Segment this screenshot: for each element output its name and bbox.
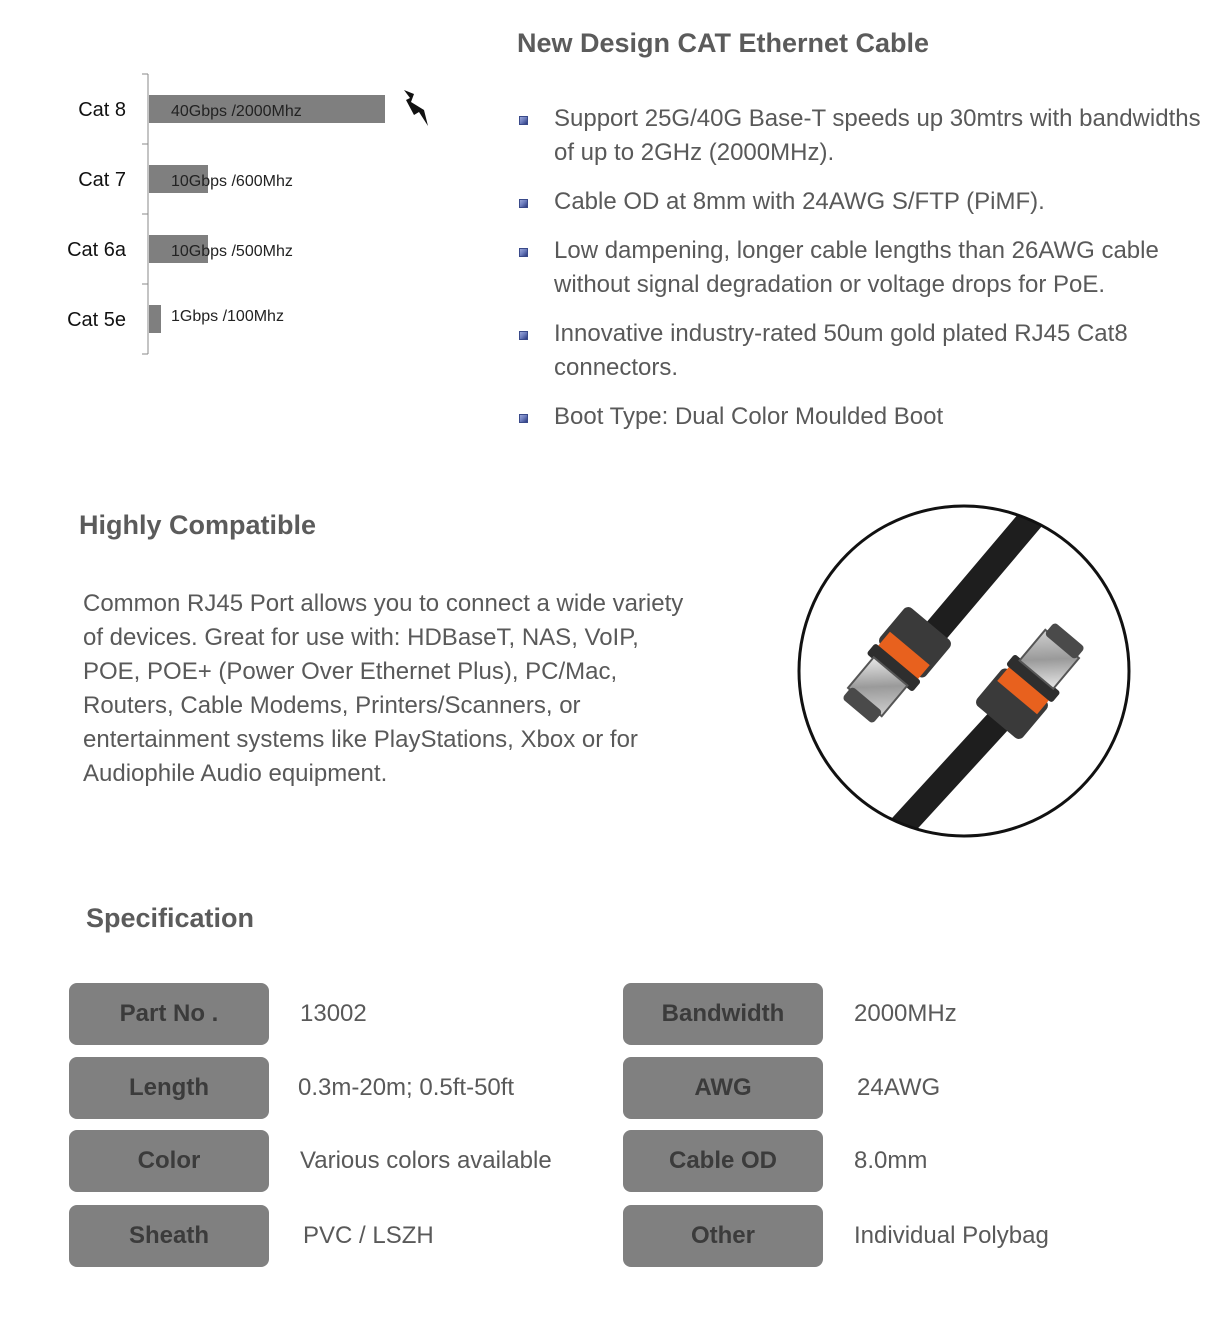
- spec-value-other: Individual Polybag: [854, 1222, 1049, 1249]
- spec-value-color: Various colors available: [300, 1147, 552, 1174]
- feature-item: [517, 317, 1207, 385]
- category-label: Cat 6a: [67, 239, 126, 261]
- features-list: [517, 102, 1207, 449]
- feature-text: Boot Type: Dual Color Moulded Boot: [554, 403, 944, 430]
- spec-value-awg: 24AWG: [857, 1074, 941, 1101]
- feature-item: [517, 234, 1207, 302]
- spec-label-bandwidth: Bandwidth: [623, 983, 823, 1045]
- features-title: New Design CAT Ethernet Cable: [517, 28, 930, 58]
- data-label: 1Gbps /100Mhz: [171, 308, 284, 325]
- compatible-description: Common RJ45 Port allows you to connect a wide variety of devices. Great for use with: HDBaseT, NAS, VoIP, POE, POE+ (Power Over Ethernet Plus), PC/Mac, Routers, Cable Modems, Printers/Scanners, or entertainment systems like PlayStations, Xbox or for Audiophile Audio equipment.: [83, 590, 684, 787]
- spec-label-awg: AWG: [623, 1057, 823, 1119]
- square-bullet-icon: [519, 199, 528, 208]
- compatible-title: Highly Compatible: [79, 510, 317, 540]
- spec-label-cable-od: Cable OD: [623, 1130, 823, 1192]
- spec-value-sheath: PVC / LSZH: [303, 1222, 434, 1249]
- feature-text: Innovative industry-rated 50um gold plated RJ45 Cat8 connectors.: [554, 320, 1128, 381]
- square-bullet-icon: [519, 248, 528, 257]
- specification-title: Specification: [86, 903, 255, 933]
- speed-bar-chart: [40, 60, 460, 370]
- spec-label-other: Other: [623, 1205, 823, 1267]
- square-bullet-icon: [519, 414, 528, 423]
- spec-value-cable-od: 8.0mm: [854, 1147, 928, 1174]
- spec-label-color: Color: [69, 1130, 269, 1192]
- spec-label-length: Length: [69, 1057, 269, 1119]
- square-bullet-icon: [519, 331, 528, 340]
- cable-connector-image: [796, 503, 1132, 839]
- data-label: 10Gbps /500Mhz: [171, 243, 293, 260]
- data-label: 10Gbps /600Mhz: [171, 173, 293, 190]
- square-bullet-icon: [519, 116, 528, 125]
- feature-item: [517, 102, 1207, 170]
- feature-text: Support 25G/40G Base-T speeds up 30mtrs with bandwidths of up to 2GHz (2000MHz).: [554, 105, 1201, 166]
- spec-value-length: 0.3m-20m; 0.5ft-50ft: [298, 1074, 515, 1101]
- spec-label-part-no: Part No .: [69, 983, 269, 1045]
- feature-item: [517, 185, 1207, 219]
- lightning-bolt-icon: [404, 90, 428, 126]
- spec-value-part-no: 13002: [300, 1000, 367, 1027]
- spec-label-sheath: Sheath: [69, 1205, 269, 1267]
- bar-cat-5e: [149, 305, 161, 333]
- feature-text: Cable OD at 8mm with 24AWG S/FTP (PiMF).: [554, 188, 1045, 215]
- category-label: Cat 7: [78, 169, 126, 191]
- category-label: Cat 5e: [67, 309, 126, 331]
- feature-text: Low dampening, longer cable lengths than 26AWG cable without signal degradation or voltage drops for PoE.: [554, 237, 1159, 298]
- data-label: 40Gbps /2000Mhz: [171, 103, 302, 120]
- feature-item: [517, 400, 1207, 434]
- category-label: Cat 8: [78, 99, 126, 121]
- spec-value-bandwidth: 2000MHz: [854, 1000, 957, 1027]
